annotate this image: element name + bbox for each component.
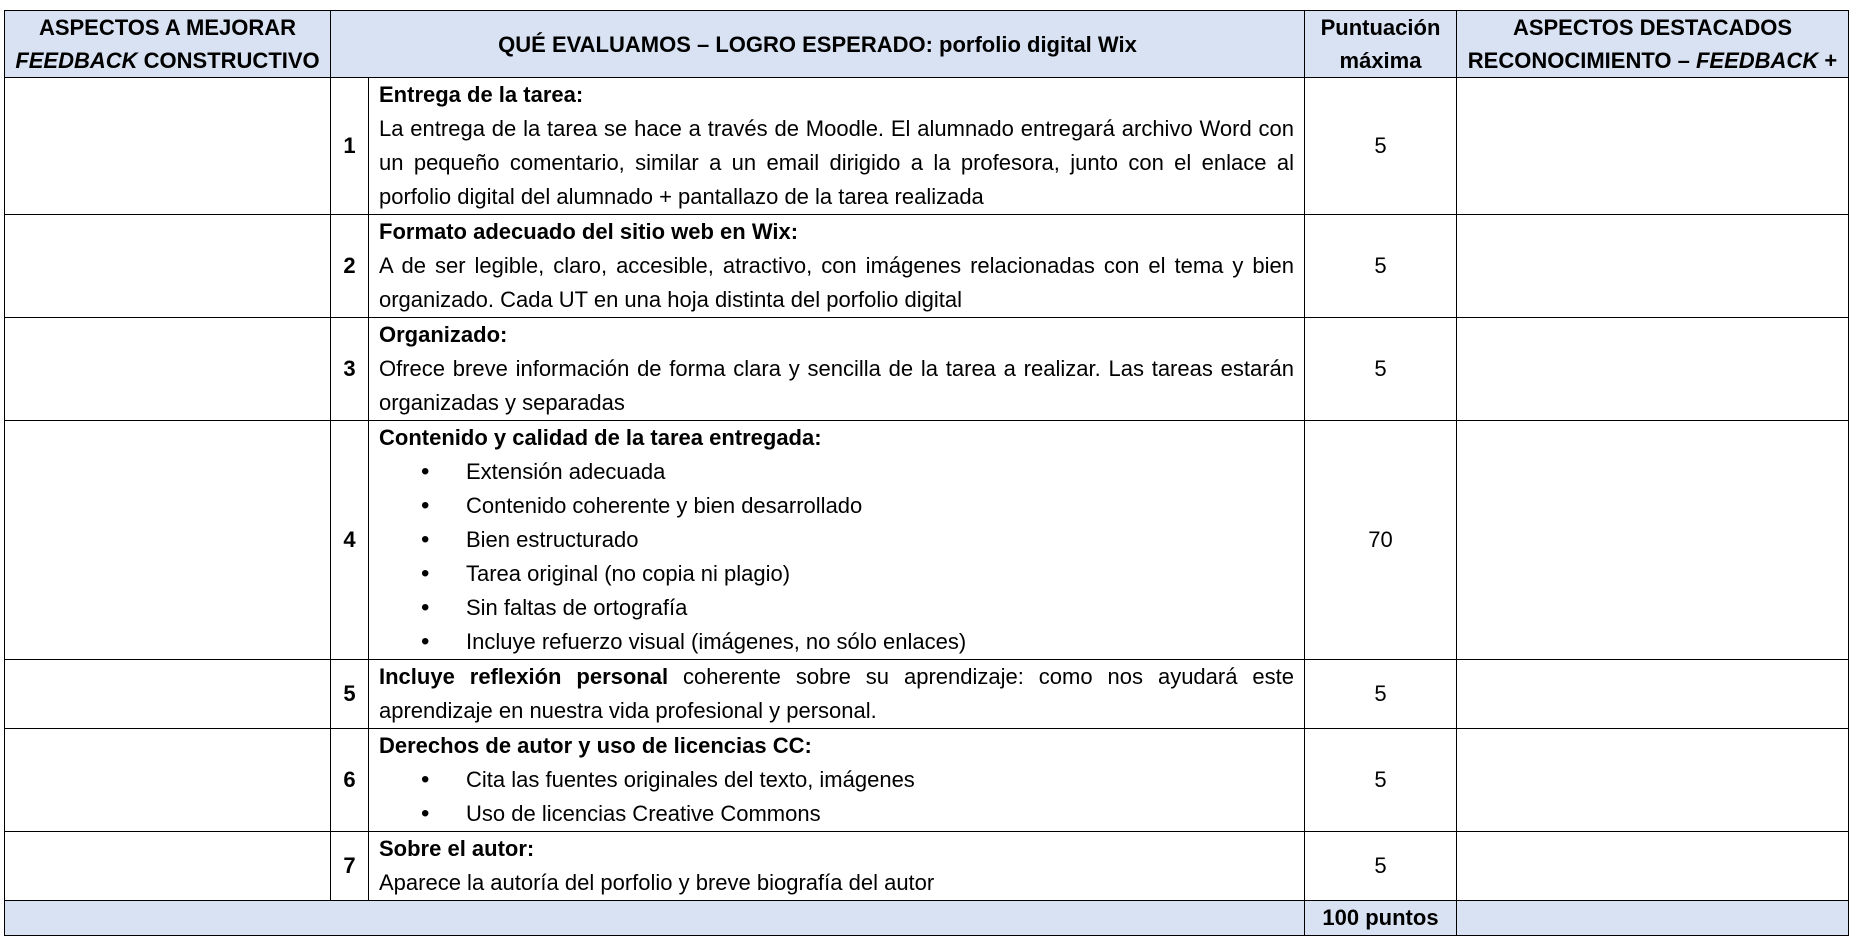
criterion-body-3: Ofrece breve información de forma clara y sencilla de la tarea a realizar. Las tareas estarán organizadas y separadas [379, 356, 1294, 415]
criterion-row-3 [5, 318, 1849, 421]
recognition-cell-4[interactable] [1457, 421, 1849, 660]
criterion-title-2: Formato adecuado del sitio web en Wix: [379, 219, 799, 244]
rubric-container [4, 10, 1849, 936]
criterion-points-6: 5 [1305, 729, 1457, 832]
criterion-number-5: 5 [331, 660, 369, 729]
criterion-body-1: La entrega de la tarea se hace a través de Moodle. El alumnado entregará archivo Word con un pequeño comentario, similar a un email dirigido a la profesora, junto con el enlace al porfolio digital del alumnado + pantallazo de la tarea realizada [379, 116, 1294, 209]
recognition-cell-1[interactable] [1457, 78, 1849, 215]
recognition-cell-3[interactable] [1457, 318, 1849, 421]
header-highlight-recognition: RECONOCIMIENTO – [1467, 48, 1696, 73]
header-improve-constructive: CONSTRUCTIVO [137, 48, 320, 73]
criterion-bullets-4 [379, 455, 1294, 659]
criterion-points-7: 5 [1305, 832, 1457, 901]
header-score-line2: máxima [1339, 48, 1422, 73]
criterion-row-7 [5, 832, 1849, 901]
bullet-item: • Contenido coherente y bien desarrollado [379, 489, 1294, 523]
recognition-cell-7[interactable] [1457, 832, 1849, 901]
header-score [1305, 11, 1457, 78]
header-row [5, 11, 1849, 78]
criterion-row-5 [5, 660, 1849, 729]
header-highlight-plus: + [1818, 48, 1838, 73]
feedback-cell-3[interactable] [5, 318, 331, 421]
header-evaluate: QUÉ EVALUAMOS – LOGRO ESPERADO: porfolio digital Wix [331, 11, 1305, 78]
criterion-number-2: 2 [331, 215, 369, 318]
criterion-title-4: Contenido y calidad de la tarea entregada: [379, 425, 822, 450]
header-highlight [1457, 11, 1849, 78]
criterion-body-2: A de ser legible, claro, accesible, atractivo, con imágenes relacionadas con el tema y bien organizado. Cada UT en una hoja distinta del porfolio digital [379, 253, 1294, 312]
bullet-item: • Bien estructurado [379, 523, 1294, 557]
rubric-table [4, 10, 1849, 936]
criterion-number-1: 1 [331, 78, 369, 215]
total-points: 100 puntos [1305, 901, 1457, 936]
bullet-item: • Tarea original (no copia ni plagio) [379, 557, 1294, 591]
criterion-description-5 [369, 660, 1305, 729]
criterion-title-5: Incluye reflexión personal [379, 664, 669, 689]
bullet-item: • Uso de licencias Creative Commons [379, 797, 1294, 831]
criterion-row-4 [5, 421, 1849, 660]
recognition-cell-6[interactable] [1457, 729, 1849, 832]
criterion-description-6 [369, 729, 1305, 832]
criterion-row-6 [5, 729, 1849, 832]
criterion-description-7 [369, 832, 1305, 901]
header-highlight-line2 [1463, 44, 1842, 77]
bullet-item: • Extensión adecuada [379, 455, 1294, 489]
criterion-points-1: 5 [1305, 78, 1457, 215]
criterion-points-5: 5 [1305, 660, 1457, 729]
criterion-points-2: 5 [1305, 215, 1457, 318]
total-row-end [1457, 901, 1849, 936]
bullet-item: • Incluye refuerzo visual (imágenes, no sólo enlaces) [379, 625, 1294, 659]
feedback-cell-6[interactable] [5, 729, 331, 832]
header-improve [5, 11, 331, 78]
criterion-description-3 [369, 318, 1305, 421]
criterion-title-6: Derechos de autor y uso de licencias CC: [379, 733, 812, 758]
header-improve-line1: ASPECTOS A MEJORAR [38, 15, 297, 40]
bullet-item: • Sin faltas de ortografía [379, 591, 1294, 625]
header-improve-line2 [11, 44, 324, 77]
recognition-cell-5[interactable] [1457, 660, 1849, 729]
criterion-number-6: 6 [331, 729, 369, 832]
criterion-number-3: 3 [331, 318, 369, 421]
feedback-cell-1[interactable] [5, 78, 331, 215]
criterion-description-2 [369, 215, 1305, 318]
feedback-cell-4[interactable] [5, 421, 331, 660]
header-highlight-line1: ASPECTOS DESTACADOS [1512, 15, 1793, 40]
criterion-title-1: Entrega de la tarea: [379, 82, 584, 107]
recognition-cell-2[interactable] [1457, 215, 1849, 318]
feedback-cell-5[interactable] [5, 660, 331, 729]
criterion-description-4 [369, 421, 1305, 660]
criterion-number-4: 4 [331, 421, 369, 660]
total-row-spacer [5, 901, 1305, 936]
criterion-row-1 [5, 78, 1849, 215]
criterion-body-7: Aparece la autoría del porfolio y breve biografía del autor [379, 870, 935, 895]
criterion-bullets-6 [379, 763, 1294, 831]
criterion-title-3: Organizado: [379, 322, 508, 347]
total-row [5, 901, 1849, 936]
criterion-body-5: coherente sobre su aprendizaje: como nos ayudará este aprendizaje en nuestra vida profesional y personal. [379, 664, 1294, 723]
header-highlight-feedback: FEEDBACK [1695, 48, 1819, 73]
criterion-number-7: 7 [331, 832, 369, 901]
feedback-cell-2[interactable] [5, 215, 331, 318]
criterion-title-7: Sobre el autor: [379, 836, 535, 861]
criterion-row-2 [5, 215, 1849, 318]
header-improve-feedback: FEEDBACK [15, 48, 138, 73]
feedback-cell-7[interactable] [5, 832, 331, 901]
criterion-points-4: 70 [1305, 421, 1457, 660]
criterion-points-3: 5 [1305, 318, 1457, 421]
header-score-line1: Puntuación [1320, 15, 1441, 40]
bullet-item: • Cita las fuentes originales del texto, imágenes [379, 763, 1294, 797]
criterion-description-1 [369, 78, 1305, 215]
